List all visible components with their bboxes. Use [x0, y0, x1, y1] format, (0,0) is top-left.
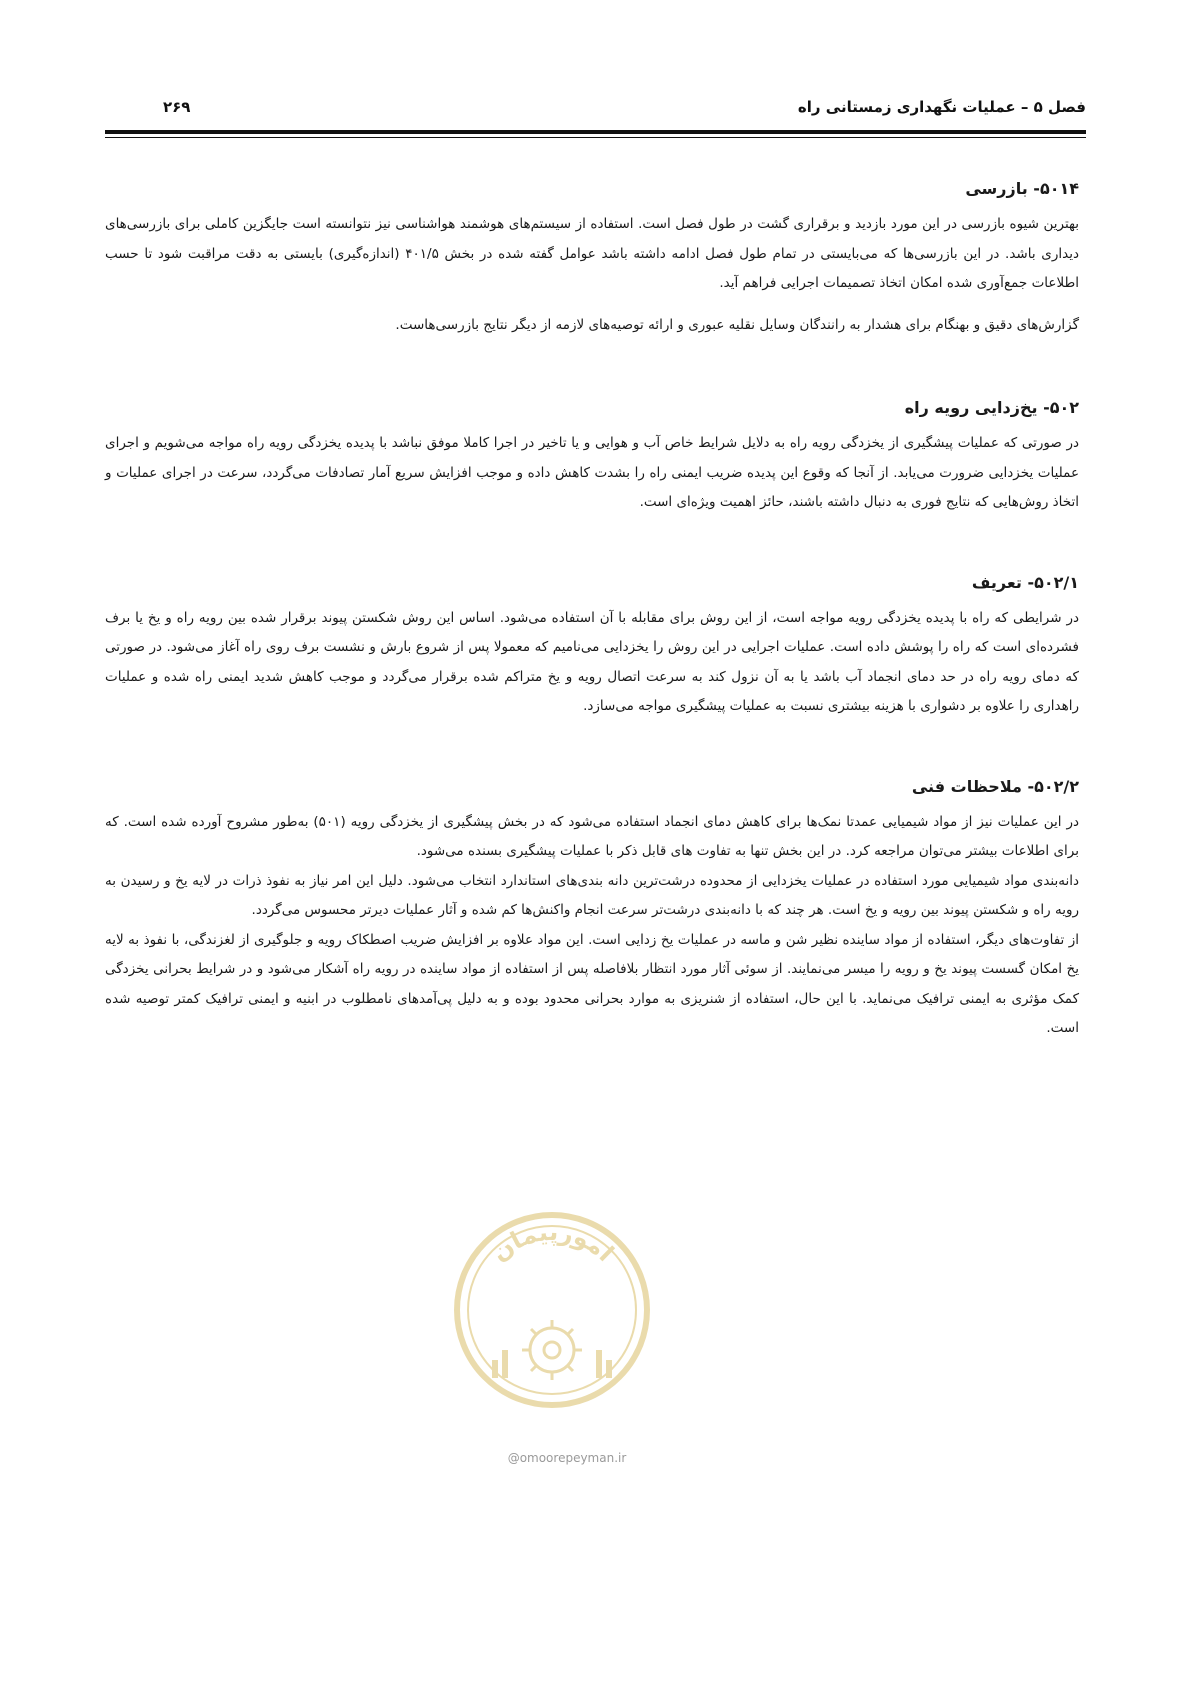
paragraph: دانه‌بندی مواد شیمیایی مورد استفاده در عملیات یخزدایی از محدوده درشت‌ترین دانه بندی‌های استاندارد انتخاب می‌شود. دلیل این امر نیاز به نفوذ ذرات در لایه یخ و رسیدن به رویه راه و شکستن پیوند بین رویه و یخ است. هر چند که با دانه‌بندی درشت‌تر سرعت انجام واکنش‌ها کم شده و آثار عملیات دیرتر محسوس می‌گردد. [105, 872, 1079, 918]
section-inspection [105, 176, 1079, 340]
svg-text:امورپیمان [486, 1218, 619, 1267]
section-definition [105, 570, 1079, 722]
section-deicing [105, 395, 1079, 518]
watermark-logo-text: امورپیمان [485, 1217, 620, 1268]
paragraph: در شرایطی که راه با پدیده یخزدگی رویه مواجه است، از این روش برای مقابله با آن استفاده می‌شود. اساس این روش شکستن پیوند برقرار شده بین رویه راه و یخ یا برف فشرده‌ای است که راه را پوشش داده است. عملیات اجرایی در این روش را یخزدایی می‌نامیم که معمولا پس از شروع بارش و نشست برف روی راه آغاز می‌شود. در صورتی که دمای رویه راه در حد دمای انجماد آب باشد یا به آن نزول کند به سرعت اتصال رویه و یخ متراکم شده برقرار می‌گردد و موجب کاهش شدید ایمنی راه شده و عملیات راهداری را علاوه بر دشواری با هزینه بیشتری نسبت به عملیات پیشگیری مواجه می‌سازد. [105, 609, 1079, 714]
watermark-url: @omoorepeyman.ir [507, 1451, 627, 1465]
section-heading: ۵۰۲- یخ‌زدایی رویه راه [904, 398, 1079, 417]
page-number: ۲۶۹ [163, 98, 191, 116]
paragraph: گزارش‌های دقیق و بهنگام برای هشدار به رانندگان وسایل نقلیه عبوری و ارائه توصیه‌های لازمه از دیگر نتایج بازرسی‌هاست. [395, 316, 1079, 333]
page-content [105, 176, 1079, 1044]
section-technical-notes [105, 774, 1079, 1044]
header-rule-thick [105, 130, 1086, 134]
paragraph: در صورتی که عملیات پیشگیری از یخزدگی رویه راه به دلایل شرایط خاص آب و هوایی و یا تاخیر در اجرا کاملا موفق نباشد با پدیده یخزدگی رویه راه مواجه می‌شویم و اجرای عملیات یخزدایی ضرورت می‌یابد. از آنجا که وقوع این پدیده ضریب ایمنی راه را بشدت کاهش داده و موجب افزایش سریع آمار تصادفات می‌گردد، سرعت در اجرای عملیات و اتخاذ روش‌هایی که نتایج فوری به دنبال داشته باشند، حائز اهمیت ویژه‌ای است. [105, 435, 1079, 510]
paragraph: در این عملیات نیز از مواد شیمیایی عمدتا نمک‌ها برای کاهش دمای انجماد استفاده می‌شود که در بخش پیشگیری از یخزدگی رویه (۵۰۱) به‌طور مشروح آورده شده است. که برای اطلاعات بیشتر می‌توان مراجعه کرد. در این بخش تنها به تفاوت های قابل ذکر با عملیات پیشگیری بسنده می‌شود. [105, 813, 1079, 859]
section-heading: ۵۰۲/۱- تعریف [971, 572, 1079, 592]
page-header [105, 98, 1086, 132]
watermark-logo [452, 1210, 652, 1410]
paragraph: بهترین شیوه بازرسی در این مورد بازدید و برقراری گشت در طول فصل است. استفاده از سیستم‌های هوشمند هواشناسی نیز نتوانسته است جایگزین کاملی برای بازرسی‌های دیداری باشد. در این بازرسی‌ها که می‌بایستی در تمام طول فصل ادامه داشته باشد عوامل گفته شده در بخش ۴۰۱/۵ (اندازه‌گیری) بایستی به دقت مراقبت شود تا حسب اطلاعات جمع‌آوری شده امکان اتخاذ تصمیمات اجرایی فراهم آید. [105, 216, 1079, 291]
section-heading: ۵۰۱۴- بازرسی [965, 179, 1079, 198]
header-rule-thin [105, 137, 1086, 138]
section-heading: ۵۰۲/۲- ملاحظات فنی [911, 776, 1079, 796]
chapter-title: فصل ۵ – عملیات نگهداری زمستانی راه [797, 98, 1086, 116]
paragraph: از تفاوت‌های دیگر، استفاده از مواد ساینده نظیر شن و ماسه در عملیات یخ زدایی است. این مواد علاوه بر افزایش ضریب اصطکاک رویه و جلوگیری از لغزندگی، با نفوذ به لایه یخ امکان گسست پیوند یخ و رویه را میسر می‌نمایند. از سوئی آثار مورد انتظار بلافاصله پس از استفاده از مواد ساینده در رویه راه آشکار می‌شود و در شرایط بحرانی یخزدگی کمک مؤثری به ایمنی ترافیک می‌نماید. با این حال، استفاده از شنریزی به موارد بحرانی محدود بوده و به دلیل پی‌آمدهای نامطلوب در ابنیه و ایمنی ترافیک کمتر توصیه شده است. [105, 931, 1079, 1036]
